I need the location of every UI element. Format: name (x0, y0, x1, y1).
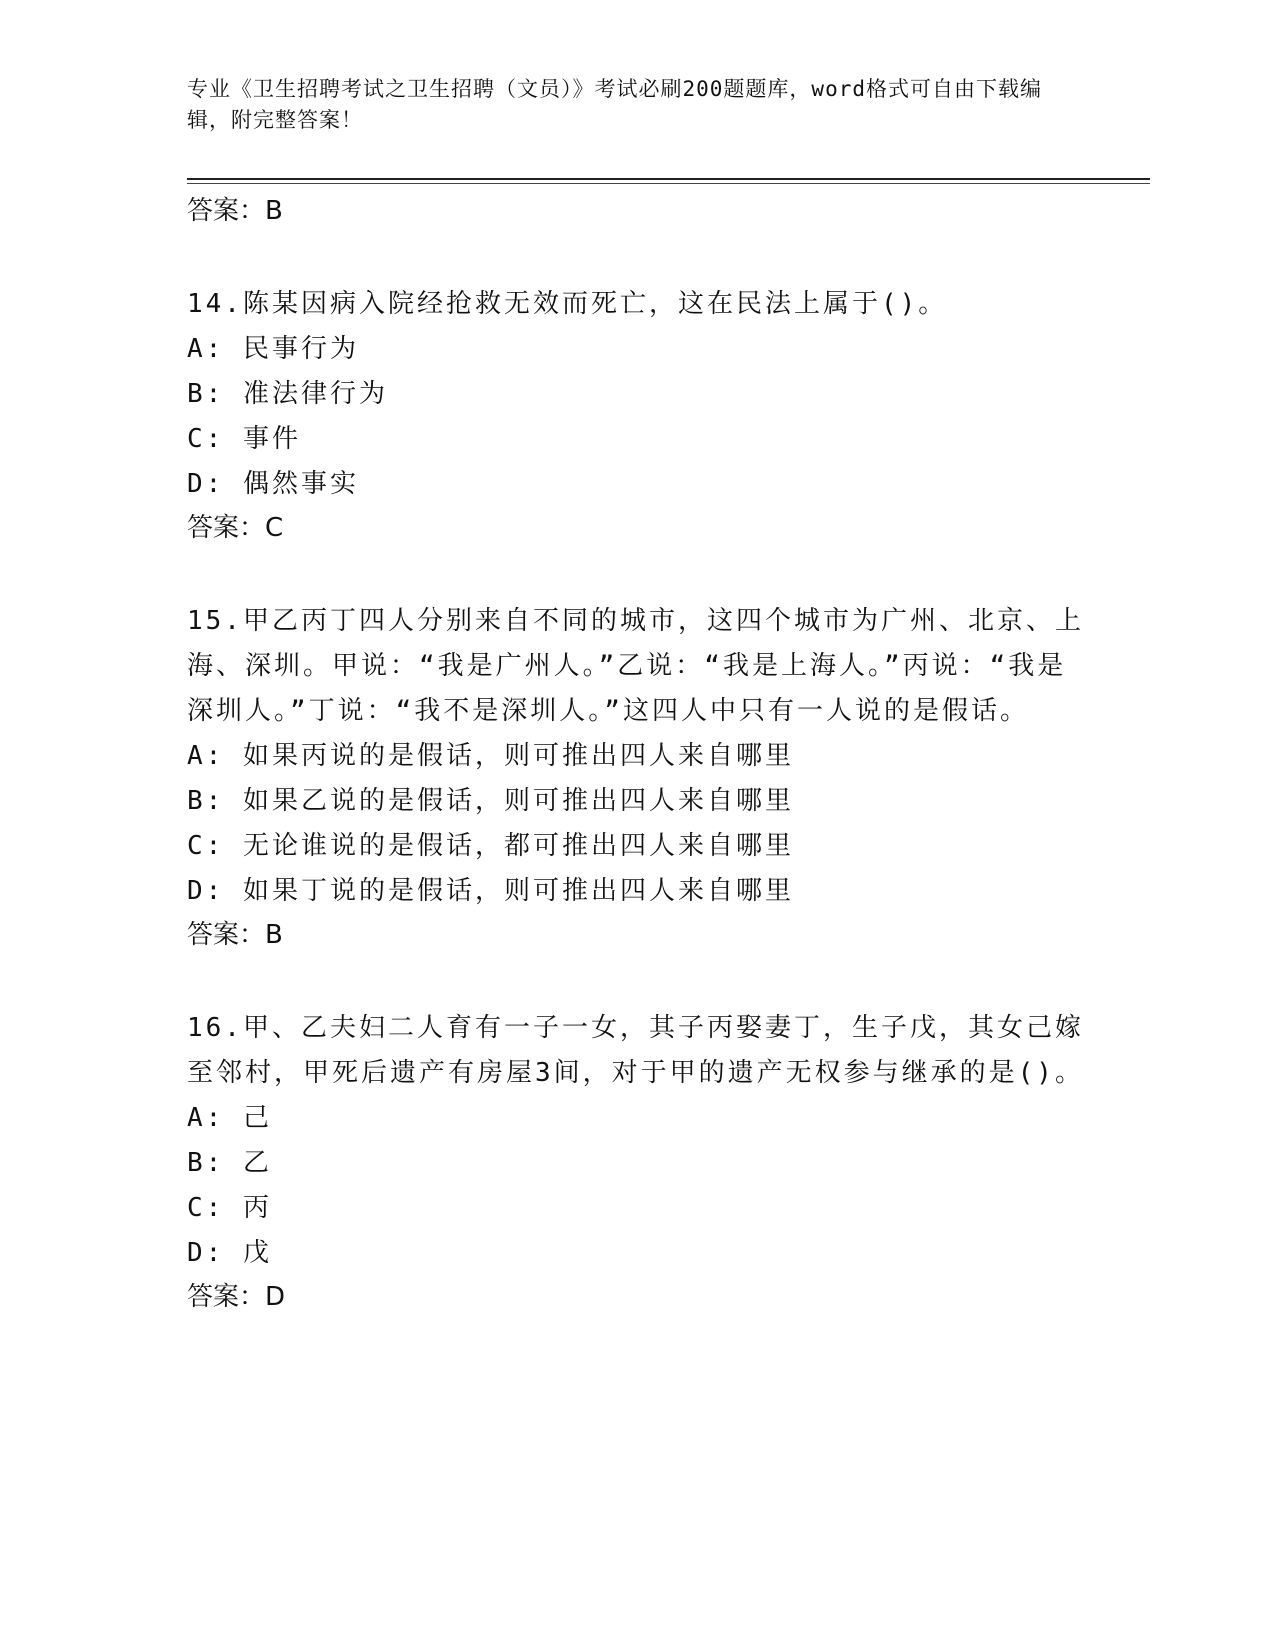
option-d: D: 如果丁说的是假话，则可推出四人来自哪里 (187, 876, 794, 906)
header-divider-thin (187, 183, 1150, 184)
question-block (187, 599, 1087, 956)
answer-line: 答案：C (187, 513, 284, 543)
document-body (187, 190, 1087, 1318)
question-text: 15.甲乙丙丁四人分别来自不同的城市，这四个城市为广州、北京、上海、深圳。甲说：“我是广州人。”乙说：“我是上海人。”丙说：“我是深圳人。”丁说：“我不是深圳人。”这四人中只有一人说的是假话。 (187, 606, 1084, 726)
option-a: A: 如果丙说的是假话，则可推出四人来自哪里 (187, 741, 794, 771)
header-divider (187, 178, 1150, 180)
question-block (187, 1006, 1087, 1318)
answer-line: 答案：B (187, 920, 283, 950)
answer-line: 答案：B (187, 196, 283, 226)
option-d: D: 戊 (187, 1238, 272, 1268)
option-b: B: 如果乙说的是假话，则可推出四人来自哪里 (187, 786, 794, 816)
question-text: 14.陈某因病入院经抢救无效而死亡，这在民法上属于()。 (187, 289, 948, 319)
answer-line: 答案：D (187, 1282, 286, 1312)
option-c: C: 事件 (187, 424, 301, 454)
question-block (187, 282, 1087, 549)
option-a: A: 己 (187, 1103, 272, 1133)
document-header: 专业《卫生招聘考试之卫生招聘（文员）》考试必刷200题题库，word格式可自由下载编辑，附完整答案！ (187, 77, 1042, 132)
option-a: A: 民事行为 (187, 334, 359, 364)
option-c: C: 无论谁说的是假话，都可推出四人来自哪里 (187, 831, 794, 861)
option-b: B: 准法律行为 (187, 379, 388, 409)
question-text: 16.甲、乙夫妇二人育有一子一女，其子丙娶妻丁，生子戊，其女己嫁至邻村，甲死后遗产有房屋3间，对于甲的遗产无权参与继承的是()。 (187, 1013, 1084, 1088)
option-d: D: 偶然事实 (187, 469, 359, 499)
option-b: B: 乙 (187, 1148, 272, 1178)
option-c: C: 丙 (187, 1193, 272, 1223)
